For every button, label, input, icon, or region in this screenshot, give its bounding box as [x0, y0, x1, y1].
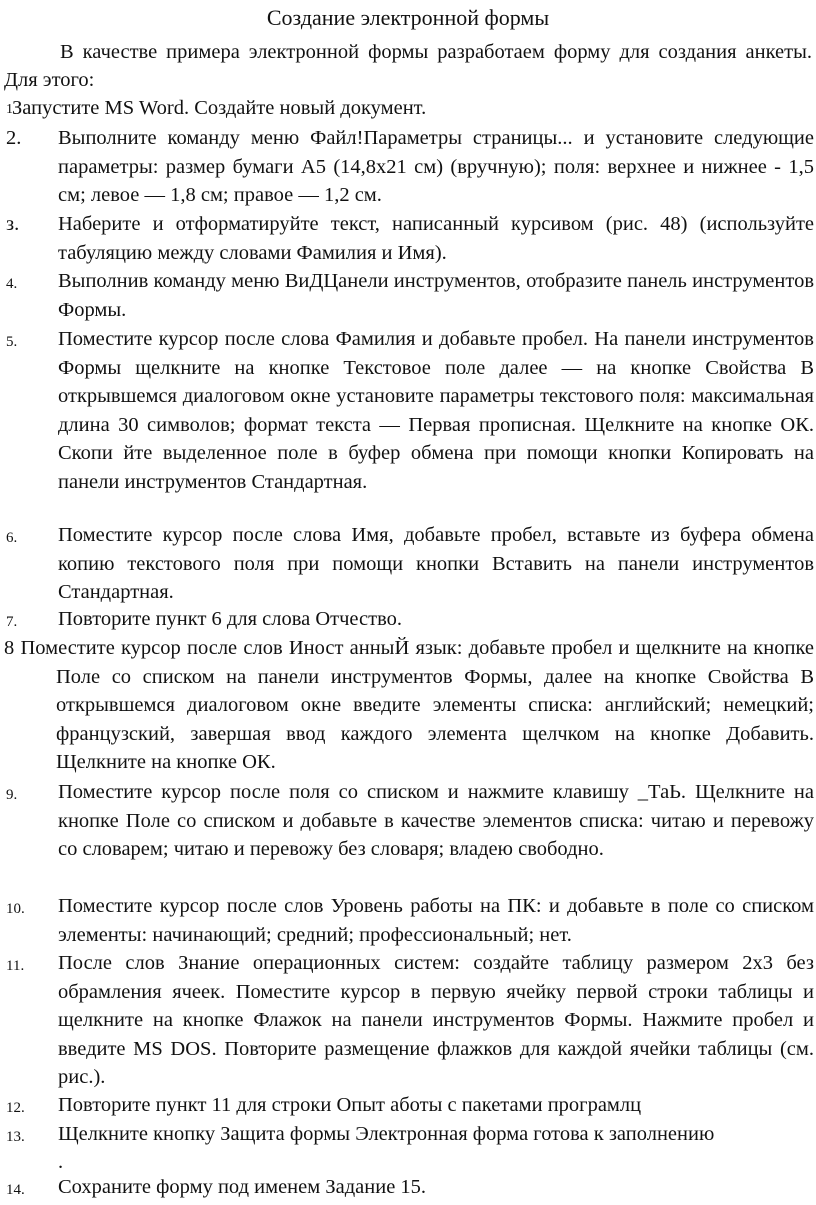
list-item-text: Щелкните кнопку Защита формы Электронная форма готова к заполнению — [58, 1123, 715, 1145]
list-item-text: Сохраните форму под именем Задание 15. — [58, 1176, 427, 1198]
list-item-number: 11. — [6, 958, 25, 974]
intro-paragraph: В качестве примера электронной формы разработаем форму для создания анкеты. Для этого: — [4, 41, 812, 91]
list-item-text: Поместите курсор после поля со списком и нажмите клавишу _ТаЬ. Щелкните на кнопке Поле со списком и добавьте в качестве элементов списка: читаю и перевожу со словарем; читаю и перевожу без словаря; владею свободно. — [58, 781, 814, 860]
list-item-number: з. — [6, 213, 20, 235]
list-item-number: 4. — [6, 276, 18, 292]
list-item — [6, 1120, 814, 1149]
list-item-number: 1 — [6, 102, 13, 117]
list-item-text: Выполните команду меню Файл!Параметры страницы... и установите следующие параметры: размер бумаги А5 (14,8x21 см) (вручную); поля: верхнее и нижнее - 1,5 см; левое — 1,8 см; правое — 1,2 см. — [58, 127, 814, 206]
list-item — [6, 605, 814, 634]
list-item-number: 2. — [6, 127, 22, 149]
list-item — [6, 949, 814, 1092]
document-title: Создание электронной формы — [266, 5, 550, 30]
list-item-number: 12. — [6, 1100, 25, 1116]
list-item-number: 9. — [6, 787, 18, 803]
list-item-text: Поместите курсор после слова Фамилия и добавьте пробел. На панели инструментов Формы щелкните на кнопке Текстовое поле далее — на кнопке Свойства В открывшемся диалоговом окне установите параметры текстового поля: максимальная длина 30 символов; формат текста — Первая прописная. Щелкните на кнопке ОК. Скопи йте выделенное поле в буфер обмена при помощи кнопки Копировать на панели инструментов Стандартная. — [58, 328, 814, 493]
list-item — [6, 892, 814, 949]
list-item — [6, 124, 814, 210]
list-item-text: Повторите пункт 6 для слова Отчество. — [58, 608, 402, 630]
list-item — [6, 94, 814, 123]
list-item-text: Повторите пункт 11 для строки Опыт аботы с пакетами програмлц — [58, 1094, 642, 1116]
list-item-number: 14. — [6, 1182, 25, 1198]
list-item-number: 7. — [6, 614, 18, 630]
list-item-text: Выполнив команду меню ВиДЦанели инструментов, отобразите панель инструментов Формы. — [58, 270, 814, 321]
list-item-text: Наберите и отформатируйте текст, написанный курсивом (рис. 48) (используйте табуляцию между словами Фамилия и Имя). — [58, 213, 814, 264]
list-item — [4, 634, 814, 777]
list-item — [6, 778, 814, 864]
list-item — [6, 325, 814, 496]
list-item-text: После слов Знание операционных систем: создайте таблицу размером 2x3 без обрамления ячеек. Поместите курсор в первую ячейку первой строки таблицы и щелкните на кнопке Флажок на панели инструментов Формы. Нажмите пробел и введите MS DOS. Повторите размещение флажков для каждой ячейки таблицы (см. рис.). — [58, 952, 814, 1088]
list-item-number: 5. — [6, 334, 18, 350]
list-item-text: Поместите курсор после слова Имя, добавьте пробел, вставьте из буфера обмена копию текстового поля при помощи кнопки Вставить на панели инструментов Стандартная. — [58, 524, 814, 603]
list-item-text: 8 Поместите курсор после слов Иност анныЙ язык: добавьте пробел и щелкните на кнопке Поле со списком на панели инструментов Формы, далее на кнопке Свойства В открывшемся диалоговом окне введите элементы списка: английский; немецкий; французский, завершая ввод каждого элемента щелчком на кнопке Добавить. Щелкните на кнопке ОК. — [4, 637, 814, 773]
list-item — [6, 521, 814, 607]
list-item — [6, 267, 814, 324]
list-item-number: 10. — [6, 901, 25, 917]
list-item-text: Поместите курсор после слов Уровень работы на ПК: и добавьте в поле со списком элементы: начинающий; средний; профессиональный; нет. — [58, 895, 814, 946]
list-item-text: . — [58, 1151, 64, 1173]
list-item — [6, 1091, 814, 1120]
list-item — [6, 1173, 814, 1202]
list-item-number: 8 — [4, 637, 15, 659]
list-item-number: 6. — [6, 530, 18, 546]
list-item — [6, 210, 814, 267]
list-item-text: Запустите MS Word. Создайте новый документ. — [12, 97, 427, 119]
list-item-number: 13. — [6, 1129, 25, 1145]
